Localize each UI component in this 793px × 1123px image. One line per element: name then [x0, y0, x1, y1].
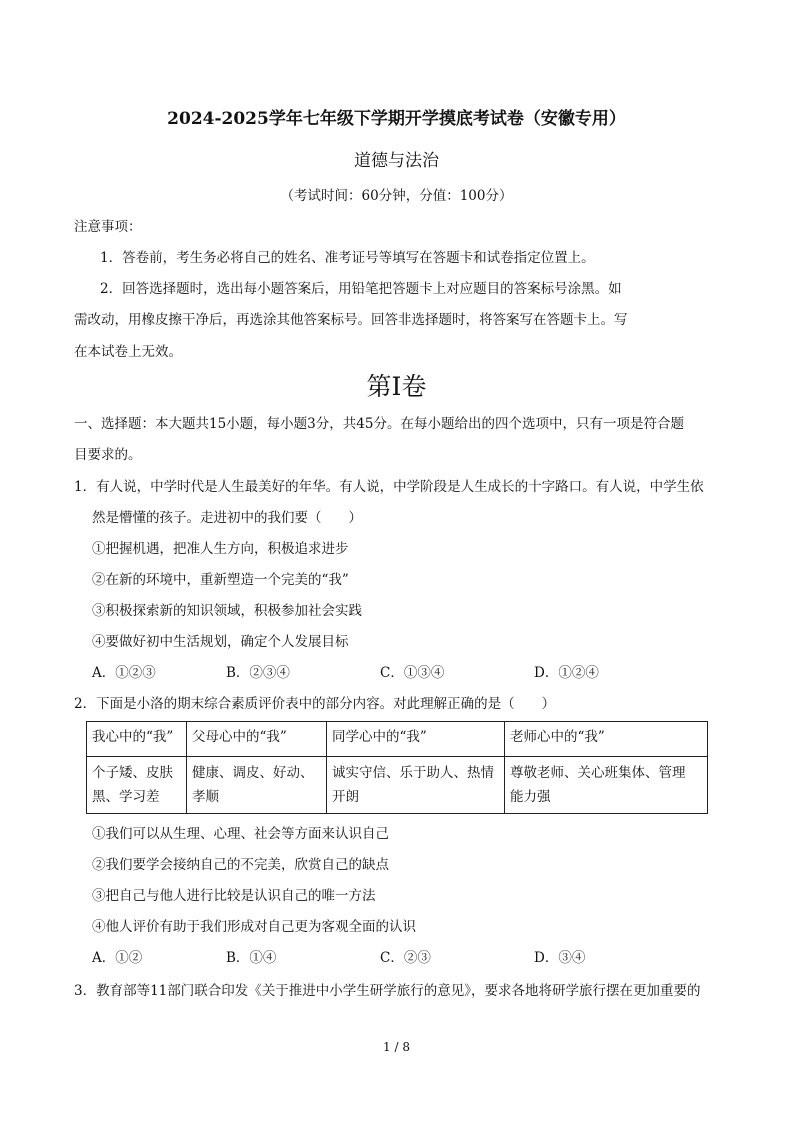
- q2-statement-4: ④他人评价有助于我们形成对自己更为客观全面的认识: [92, 919, 416, 935]
- notice-item-2-line-3: 在本试卷上无效。: [74, 344, 182, 360]
- q1-stem-line-1: 1．有人说，中学时代是人生最美好的年华。有人说，中学阶段是人生成长的十字路口。有人说，中学生依: [74, 479, 704, 495]
- q1-statement-2: ②在新的环境中，重新塑造一个完美的“我”: [92, 572, 349, 588]
- q1-statement-3: ③积极探索新的知识领域，积极参加社会实践: [92, 603, 362, 619]
- q2-statement-3: ③把自己与他人进行比较是认识自己的唯一方法: [92, 888, 376, 904]
- q2-option-a: A．①②: [92, 950, 143, 966]
- cell-line: 健康、调皮、好动、: [192, 765, 314, 781]
- cell-line: 尊敬老师、关心班集体、管理: [510, 765, 686, 781]
- cell-line: 能力强: [510, 789, 551, 805]
- notice-item-1: 1．答卷前，考生务必将自己的姓名、准考证号等填写在答题卡和试卷指定位置上。: [100, 250, 595, 266]
- q3-stem-line-1: 3．教育部等11部门联合印发《关于推进中小学生研学旅行的意见》，要求各地将研学旅行摆在更加重要的: [74, 983, 701, 999]
- page-number: 1 / 8: [383, 1040, 410, 1054]
- cell-line: 开朗: [332, 789, 359, 805]
- cell-line: 诚实守信、乐于助人、热情: [332, 765, 494, 781]
- table-header-cell: 老师心中的“我”: [505, 722, 708, 757]
- table-row: [87, 757, 708, 814]
- q1-stem-line-2: 然是懵懂的孩子。走进初中的我们要（ ）: [92, 510, 362, 526]
- q2-stem: 2．下面是小洛的期末综合素质评价表中的部分内容。对此理解正确的是（ ）: [74, 696, 556, 712]
- table-header-cell: 同学心中的“我”: [327, 722, 505, 757]
- q2-option-b: B．①④: [226, 950, 277, 966]
- cell-line: 黑、学习差: [92, 789, 160, 805]
- table-cell: [187, 757, 327, 814]
- exam-info: （考试时间：60分钟，分值：100分）: [280, 188, 513, 204]
- evaluation-table: [86, 721, 708, 814]
- table-cell: [87, 757, 187, 814]
- table-header-row: [87, 722, 708, 757]
- table-header-cell: 父母心中的“我”: [187, 722, 327, 757]
- subject-title: 道德与法治: [354, 151, 439, 171]
- q2-option-d: D．③④: [534, 950, 586, 966]
- table-header-cell: 我心中的“我”: [87, 722, 187, 757]
- q1-option-c: C．①③④: [380, 665, 445, 681]
- notice-item-2-line-2: 需改动，用橡皮擦干净后，再选涂其他答案标号。回答非选择题时，将答案写在答题卡上。写: [74, 312, 628, 328]
- volume-title: 第Ⅰ卷: [366, 372, 427, 401]
- section-instruction-line-1: 一、选择题：本大题共15小题，每小题3分，共45分。在每小题给出的四个选项中，只有一项是符合题: [74, 416, 684, 432]
- cell-line: 孝顺: [192, 789, 219, 805]
- q1-option-d: D．①②④: [534, 665, 599, 681]
- q2-option-c: C．②③: [380, 950, 431, 966]
- q1-option-a: A．①②③: [92, 665, 156, 681]
- q2-statement-1: ①我们可以从生理、心理、社会等方面来认识自己: [92, 826, 389, 842]
- table-cell: [505, 757, 708, 814]
- q1-option-b: B．②③④: [226, 665, 290, 681]
- section-instruction-line-2: 目要求的。: [74, 447, 142, 463]
- q1-statement-1: ①把握机遇，把准人生方向，积极追求进步: [92, 541, 349, 557]
- cell-line: 个子矮、皮肤: [92, 765, 173, 781]
- q2-statement-2: ②我们要学会接纳自己的不完美，欣赏自己的缺点: [92, 857, 389, 873]
- table-cell: [327, 757, 505, 814]
- notice-heading: 注意事项：: [74, 219, 142, 235]
- exam-title: 2024-2025学年七年级下学期开学摸底考试卷（安徽专用）: [167, 109, 626, 129]
- q1-statement-4: ④要做好初中生活规划，确定个人发展目标: [92, 634, 349, 650]
- notice-item-2-line-1: 2．回答选择题时，选出每小题答案后，用铅笔把答题卡上对应题目的答案标号涂黑。如: [100, 281, 622, 297]
